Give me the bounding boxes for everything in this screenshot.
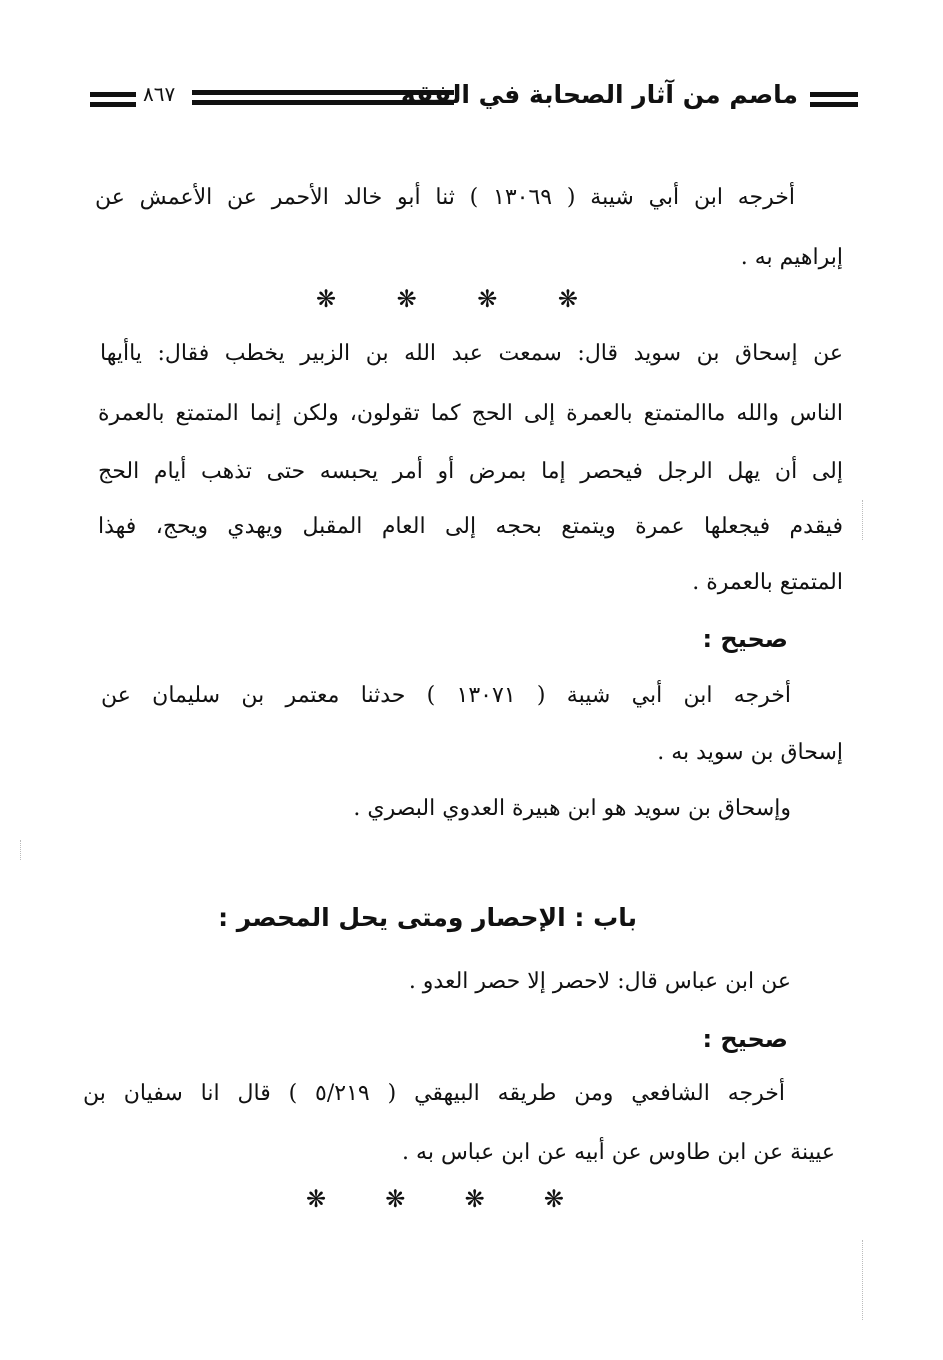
text-line: وإسحاق بن سويد هو ابن هبيرة العدوي البصري .: [353, 796, 791, 821]
star-ornament-icon: ❋: [543, 1185, 564, 1213]
text-line: عن ابن عباس قال: لاحصر إلا حصر العدو .: [408, 969, 791, 994]
header-rule-right-top: [810, 92, 858, 97]
star-ornament-icon: ❋: [557, 285, 578, 313]
star-ornament-icon: ❋: [464, 1185, 485, 1213]
scan-margin-mark: [862, 1240, 865, 1320]
text-line: أخرجه ابن أبي شيبة ( ١٣٠٦٩ ) ثنا أبو خالد الأحمر عن الأعمش عن: [95, 185, 795, 210]
grade-label: صحيح :: [702, 1025, 788, 1053]
star-ornament-icon: ❋: [477, 285, 498, 313]
text-line: أخرجه الشافعي ومن طريقه البيهقي ( ٥/٢١٩ ) قال انا سفيان بن: [83, 1081, 785, 1106]
header-rule-right-bottom: [810, 102, 858, 107]
star-ornament-icon: ❋: [396, 285, 417, 313]
section-separator: [316, 287, 578, 311]
text-line: أخرجه ابن أبي شيبة ( ١٣٠٧١ ) حدثنا معتمر بن سليمان عن: [101, 683, 792, 708]
section-separator: [306, 1187, 564, 1211]
running-header: [80, 78, 860, 122]
scan-margin-mark: [862, 500, 865, 540]
text-line: إسحاق بن سويد به .: [657, 740, 843, 765]
page-number: ٨٦٧: [143, 82, 176, 106]
star-ornament-icon: ❋: [316, 285, 337, 313]
scan-margin-mark: [20, 840, 23, 860]
text-line: إلى أن يهل الرجل فيحصر إما بمرض أو أمر يحبسه حتى تذهب أيام الحج: [98, 459, 843, 484]
text-line: المتمتع بالعمرة .: [692, 570, 843, 595]
grade-label: صحيح :: [702, 625, 788, 653]
star-ornament-icon: ❋: [385, 1185, 406, 1213]
text-line: عيينة عن ابن طاوس عن أبيه عن ابن عباس به .: [402, 1140, 835, 1165]
text-line: فيقدم فيجعلها عمرة ويتمتع بحجه إلى العام المقبل ويهدي ويحج، فهذا: [98, 514, 843, 539]
chapter-heading: باب : الإحصار ومتى يحل المحصر :: [218, 903, 637, 932]
text-line: عن إسحاق بن سويد قال: سمعت عبد الله بن الزبير يخطب فقال: ياأيها: [100, 341, 843, 366]
text-line: الناس والله ماالمتمتع بالعمرة إلى الحج كما تقولون، ولكن إنما المتمتع بالعمرة: [98, 401, 844, 426]
text-line: إبراهيم به .: [740, 245, 843, 270]
header-rule-left-top: [90, 92, 136, 97]
star-ornament-icon: ❋: [306, 1185, 327, 1213]
header-rule-left-bottom: [90, 102, 136, 107]
page-title: ماصم من آثار الصحابة في الفقه: [400, 80, 798, 109]
